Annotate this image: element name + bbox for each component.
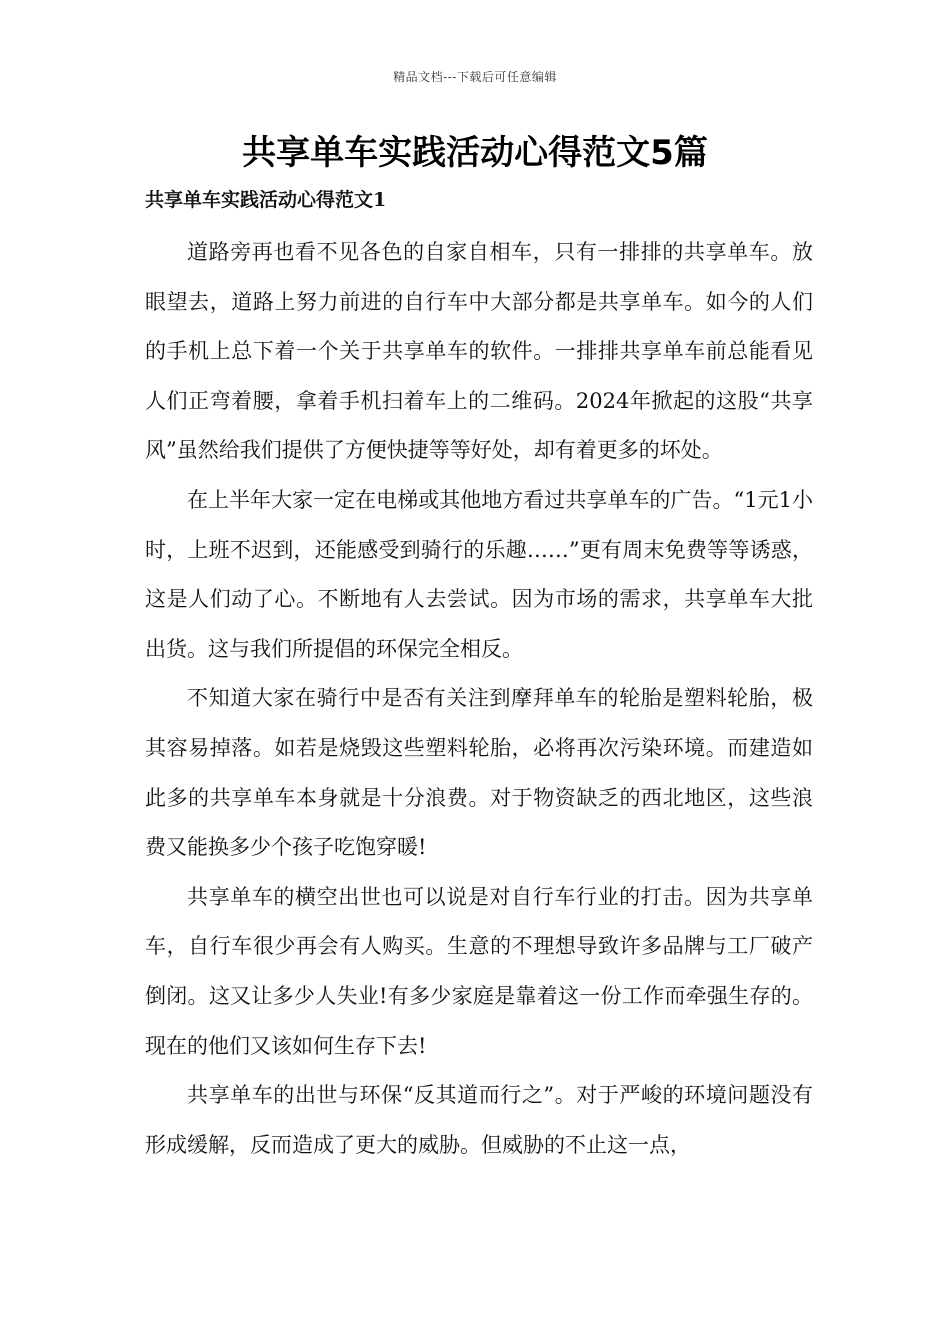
header-note: 精品文档---下载后可任意编辑 (393, 70, 557, 84)
document-title: 共享单车实践活动心得范文5篇 (242, 133, 708, 173)
paragraph-4: 共享单车的横空出世也可以说是对自行车行业的打击。因为共享单车，自行车很少再会有人购买。生意的不理想导致许多品牌与工厂破产倒闭。这又让多少人失业!有多少家庭是靠着这一份工作而牵强生存的。现在的他们又该如何生存下去! (145, 884, 813, 1058)
body-text (145, 228, 813, 1170)
section-heading: 共享单车实践活动心得范文1 (145, 189, 387, 211)
paragraph-1: 道路旁再也看不见各色的自家自相车，只有一排排的共享单车。放眼望去，道路上努力前进的自行车中大部分都是共享单车。如今的人们的手机上总下着一个关于共享单车的软件。一排排共享单车前总能看见人们正弯着腰，拿着手机扫着车上的二维码。2024年掀起的这股“共享风”虽然给我们提供了方便快捷等等好处，却有着更多的坏处。 (145, 240, 813, 463)
paragraph-2: 在上半年大家一定在电梯或其他地方看过共享单车的广告。“1元1小时，上班不迟到，还能感受到骑行的乐趣……”更有周末免费等等诱惑，这是人们动了心。不断地有人去尝试。因为市场的需求，共享单车大批出货。这与我们所提倡的环保完全相反。 (145, 487, 813, 661)
paragraph-5: 共享单车的出世与环保“反其道而行之”。对于严峻的环境问题没有形成缓解，反而造成了更大的威胁。但威胁的不止这一点， (145, 1083, 813, 1157)
paragraph-3: 不知道大家在骑行中是否有关注到摩拜单车的轮胎是塑料轮胎，极其容易掉落。如若是烧毁这些塑料轮胎，必将再次污染环境。而建造如此多的共享单车本身就是十分浪费。对于物资缺乏的西北地区，这些浪费又能换多少个孩子吃饱穿暖! (145, 686, 813, 860)
